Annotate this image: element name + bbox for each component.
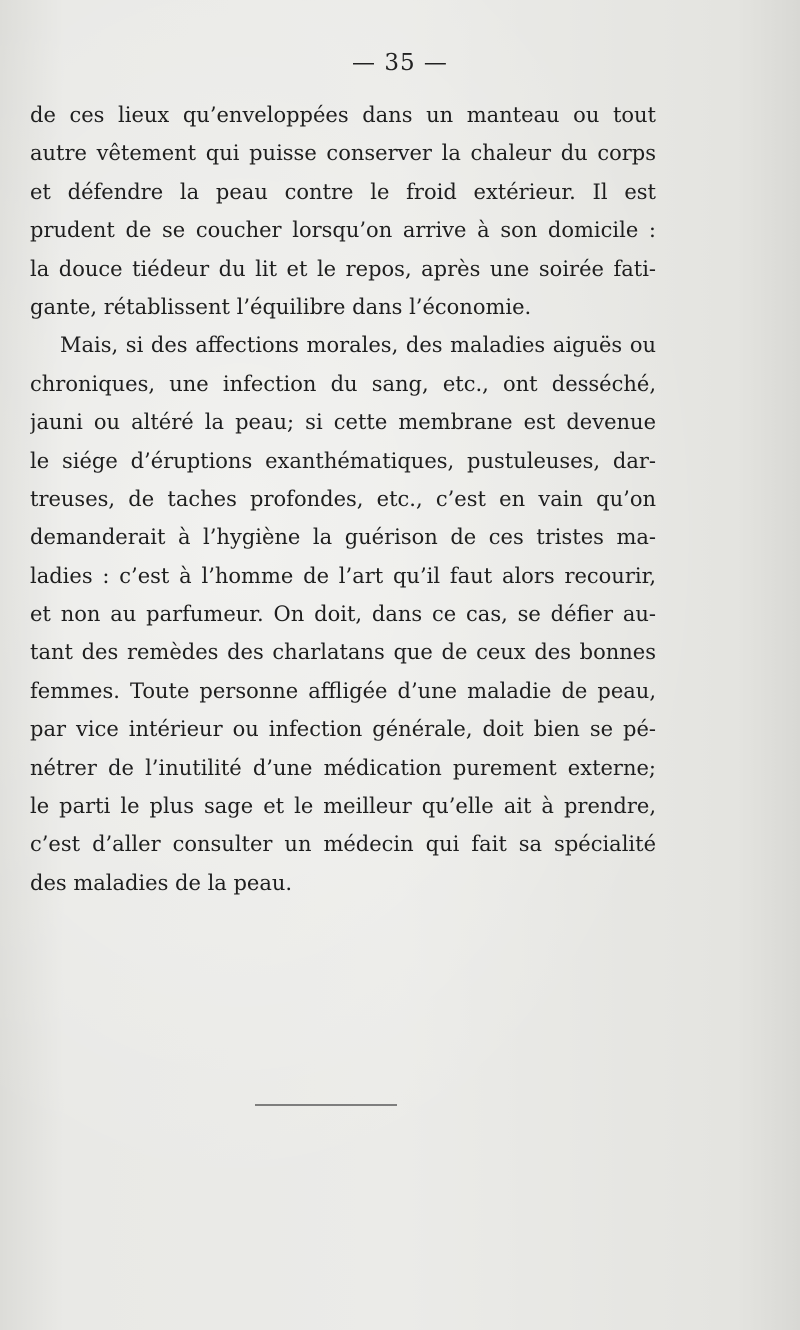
text-line: autre vêtement qui puisse conserver la chaleur du corps bbox=[30, 141, 656, 166]
text-line: ladies : c’est à l’homme de l’art qu’il faut alors recourir, bbox=[30, 563, 656, 588]
text-line: des maladies de la peau. bbox=[30, 870, 293, 895]
text-line: chroniques, une infection du sang, etc., ont desséché, bbox=[30, 371, 656, 396]
text-line: le parti le plus sage et le meilleur qu’elle ait à prendre, bbox=[30, 794, 656, 819]
body-text bbox=[30, 96, 656, 902]
text-line: jauni ou altéré la peau; si cette membrane est devenue bbox=[30, 410, 656, 435]
text-line: Mais, si des affections morales, des maladies aiguës ou bbox=[60, 333, 656, 358]
text-line: treuses, de taches profondes, etc., c’est en vain qu’on bbox=[30, 486, 656, 511]
text-line: tant des remèdes des charlatans que de ceux des bonnes bbox=[30, 640, 656, 665]
text-line: et défendre la peau contre le froid extérieur. Il est bbox=[30, 179, 656, 204]
text-line: et non au parfumeur. On doit, dans ce cas, se défier au- bbox=[30, 602, 656, 627]
text-line: nétrer de l’inutilité d’une médication purement externe; bbox=[30, 755, 656, 780]
text-line: gante, rétablissent l’équilibre dans l’économie. bbox=[30, 294, 532, 319]
text-line: femmes. Toute personne affligée d’une maladie de peau, bbox=[30, 678, 656, 703]
text-line: demanderait à l’hygiène la guérison de ces tristes ma- bbox=[30, 525, 656, 550]
text-line: le siége d’éruptions exanthématiques, pustuleuses, dar- bbox=[30, 448, 656, 473]
text-line: de ces lieux qu’enveloppées dans un manteau ou tout bbox=[30, 103, 656, 127]
text-line: la douce tiédeur du lit et le repos, après une soirée fati- bbox=[30, 256, 656, 281]
text-line: prudent de se coucher lorsqu’on arrive à son domicile : bbox=[30, 218, 656, 243]
end-rule bbox=[255, 1104, 397, 1106]
text-line: c’est d’aller consulter un médecin qui fait sa spécialité bbox=[30, 832, 656, 857]
page-number: — 35 — bbox=[352, 50, 448, 76]
text-line: par vice intérieur ou infection générale, doit bien se pé- bbox=[30, 717, 656, 742]
